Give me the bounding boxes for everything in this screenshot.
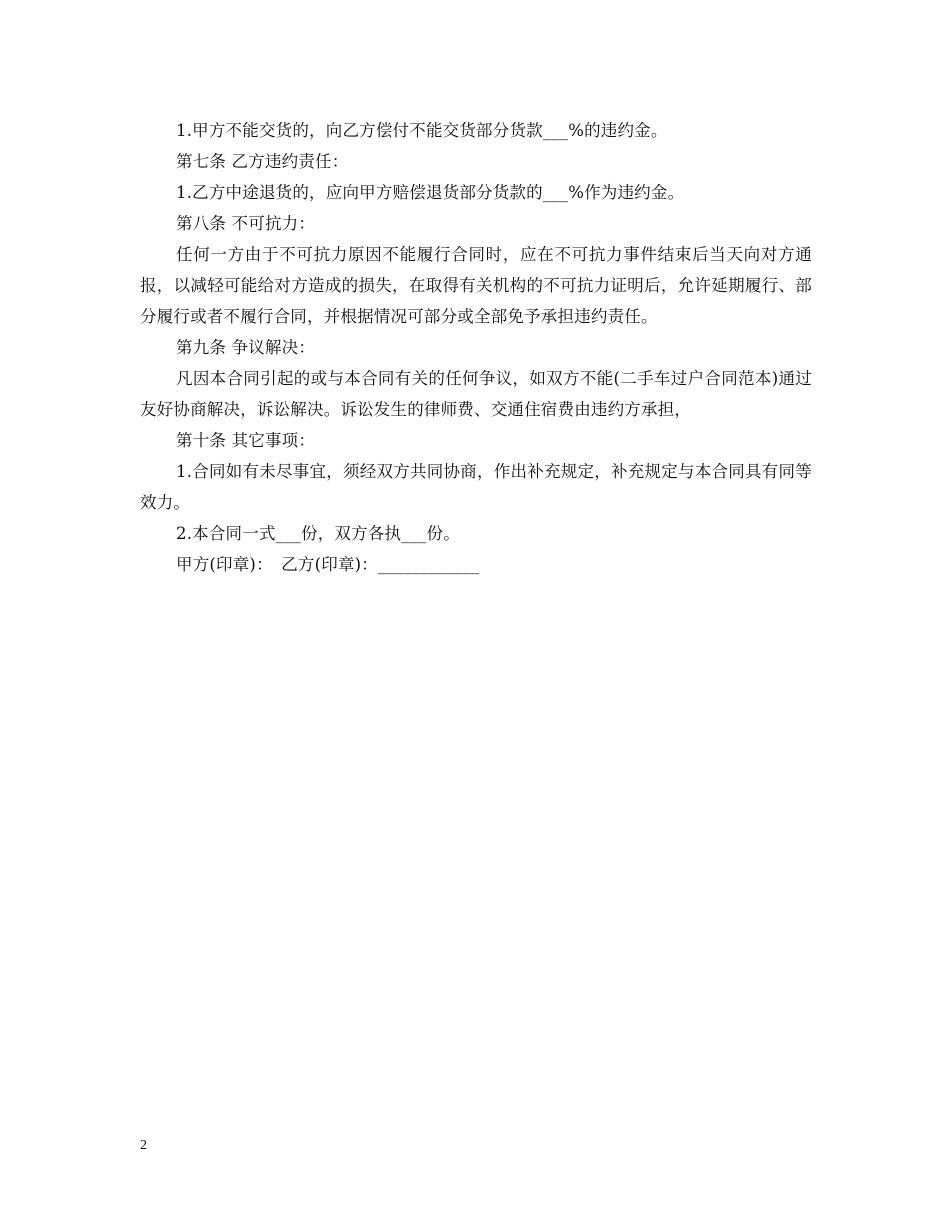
clause-10-heading: 第十条 其它事项： bbox=[176, 431, 316, 450]
clause-9-heading: 第九条 争议解决： bbox=[176, 338, 316, 357]
clause-10-item-2: 2.本合同一式___份，双方各执___份。 bbox=[176, 524, 460, 543]
clause-8-body: 任何一方由于不可抗力原因不能履行合同时，应在不可抗力事件结束后当天向对方通报，以减轻可能给对方造成的损失，在取得有关机构的不可抗力证明后，允许延期履行、部分履行或者不履行合同，并根据情况可部分或全部免予承担违约责任。 bbox=[140, 245, 812, 326]
signature-line: 甲方(印章)： 乙方(印章)：____________ bbox=[176, 555, 480, 574]
page-number: 2 bbox=[140, 1138, 147, 1153]
document-body bbox=[140, 115, 812, 580]
clause-7-heading: 第七条 乙方违约责任： bbox=[176, 152, 349, 171]
clause-8-heading: 第八条 不可抗力： bbox=[176, 214, 316, 233]
clause-7-item-1: 1.乙方中途退货的，应向甲方赔偿退货部分货款的___%作为违约金。 bbox=[176, 183, 685, 202]
clause-6-item-1: 1.甲方不能交货的，向乙方偿付不能交货部分货款___%的违约金。 bbox=[176, 121, 668, 140]
clause-10-item-1: 1.合同如有未尽事宜，须经双方共同协商，作出补充规定，补充规定与本合同具有同等效力。 bbox=[140, 462, 812, 512]
clause-9-body: 凡因本合同引起的或与本合同有关的任何争议，如双方不能(二手车过户合同范本)通过友好协商解决，诉讼解决。诉讼发生的律师费、交通住宿费由违约方承担， bbox=[140, 369, 812, 419]
